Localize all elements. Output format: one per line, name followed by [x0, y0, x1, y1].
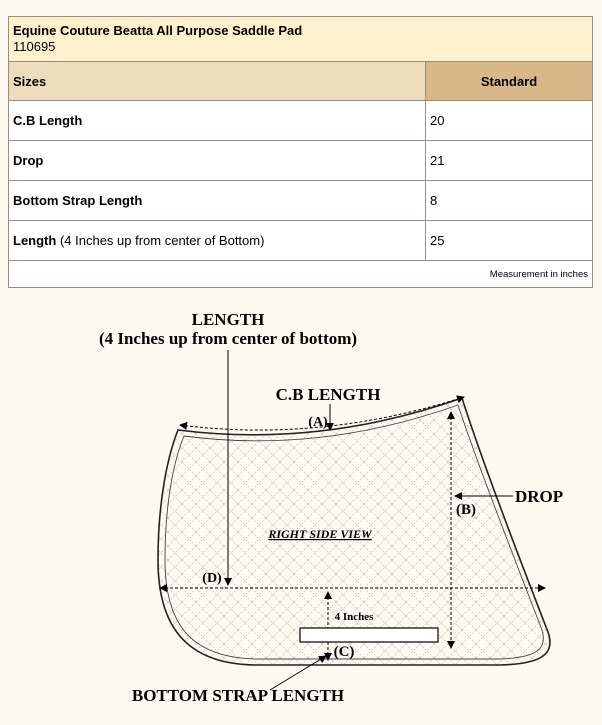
standard-header: Standard — [426, 62, 593, 101]
footnote-row — [9, 261, 593, 288]
length-title: LENGTH — [191, 310, 265, 329]
view-label: RIGHT SIDE VIEW — [268, 527, 372, 541]
row-value: 20 — [426, 101, 593, 141]
row-value: 21 — [426, 141, 593, 181]
drop-label: DROP — [515, 487, 564, 506]
size-chart — [8, 16, 593, 288]
length-subtitle: (4 Inches up from center of bottom) — [98, 329, 358, 348]
table-header-row — [9, 62, 593, 101]
sizes-header: Sizes — [9, 62, 426, 101]
row-label: Bottom Strap Length — [9, 181, 426, 221]
marker-b: (B) — [456, 502, 476, 518]
marker-d: (D) — [202, 571, 222, 586]
table-row — [9, 181, 593, 221]
saddle-pad-diagram — [0, 300, 602, 725]
bottom-strap — [300, 628, 438, 642]
bottom-strap-label: BOTTOM STRAP LENGTH — [131, 686, 345, 705]
cb-length-label: C.B LENGTH — [275, 385, 381, 404]
row-note: (4 Inches up from center of Bottom) — [59, 233, 265, 248]
product-title-cell — [9, 17, 593, 62]
row-label: Length (4 Inches up from center of Bottom) — [9, 221, 426, 261]
marker-a: (A) — [308, 415, 328, 430]
row-value: 8 — [426, 181, 593, 221]
table-row — [9, 221, 593, 261]
table-row — [9, 101, 593, 141]
row-value: 25 — [426, 221, 593, 261]
row-label: C.B Length — [9, 101, 426, 141]
row-label: Drop — [9, 141, 426, 181]
size-table — [8, 16, 593, 288]
measurement-note: Measurement in inches — [9, 261, 593, 288]
product-code: 110695 — [13, 39, 56, 54]
product-name: Equine Couture Beatta All Purpose Saddle Pad — [13, 23, 303, 38]
four-inches-label: 4 Inches — [334, 611, 374, 623]
marker-c: (C) — [333, 644, 355, 660]
table-row — [9, 141, 593, 181]
